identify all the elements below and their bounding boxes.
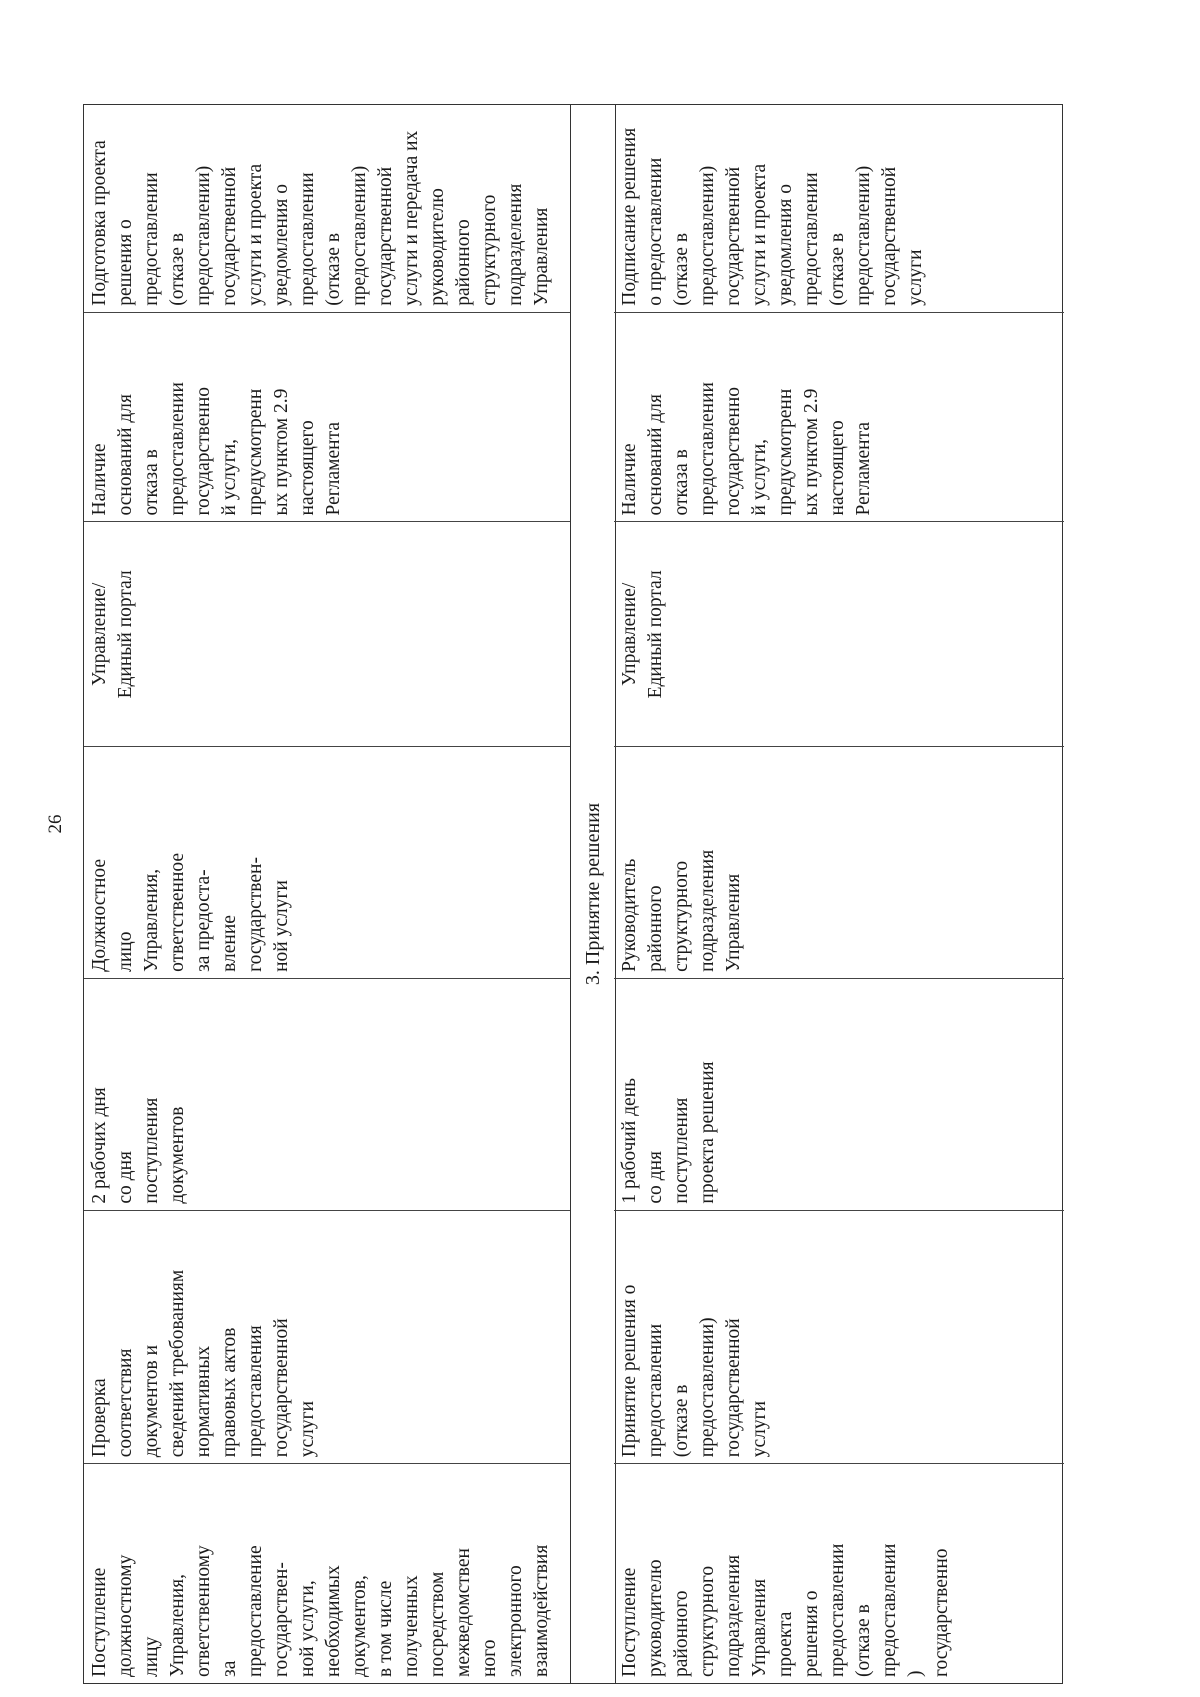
cell-row2-place: Управление/ Единый портал (614, 521, 1064, 746)
cell-row2-responsible: Руководитель районного структурного подразделения Управления (614, 746, 1064, 978)
page-number: 26 (45, 814, 66, 834)
cell-row1-responsible: Должностное лицо Управления, ответственное за предоста- вление государствен- ной услуги (84, 746, 570, 978)
cell-row1-action: Проверка соответствия документов и сведений требованиям нормативных правовых актов предоставления государственной услуги (84, 1210, 570, 1464)
cell-row1-event: Поступление должностному лицу Управления, ответственному за предоставление государствен- ной услуги, необходимых документов, в том числе полученных посредством межведомствен ного электронного взаимодействия (84, 1463, 570, 1683)
procedure-table (83, 104, 1063, 1684)
section-title: 3. Принятие решения (570, 105, 616, 1683)
cell-row2-action: Принятие решения о предоставлении (отказе в предоставлении) государственной услуги (614, 1210, 1064, 1464)
cell-row1-place: Управление/ Единый портал (84, 521, 570, 746)
cell-row2-duration: 1 рабочий день со дня поступления проекта решения (614, 978, 1064, 1210)
cell-row1-criteria: Наличие оснований для отказа в предоставлении государственно й услуги, предусмотренн ых пунктом 2.9 настоящего Регламента (84, 312, 570, 522)
table-row-document-check (84, 105, 570, 1683)
table-frame (83, 104, 1063, 1684)
cell-row1-duration: 2 рабочих дня со дня поступления документов (84, 978, 570, 1210)
cell-row2-criteria: Наличие оснований для отказа в предоставлении государственно й услуги, предусмотренн ых пунктом 2.9 настоящего Регламента (614, 312, 1064, 522)
cell-row1-result: Подготовка проекта решения о предоставлении (отказе в предоставлении) государственной услуги и проекта уведомления о предоставлении (отказе в предоставлении) государственной услуги и передача их руководителю районного структурного подразделения Управления (89, 130, 552, 306)
table-row-decision (614, 105, 1064, 1683)
cell-row2-event: Поступление руководителю районного структурного подразделения Управления проекта решения о предоставлении (отказе в предоставлении ) государственно (614, 1463, 1064, 1683)
cell-row2-result: Подписание решения о предоставлении (отказе в предоставлении) государственной услуги и проекта уведомления о предоставлении (отказе в предоставлении) государственной услуги (619, 127, 926, 306)
